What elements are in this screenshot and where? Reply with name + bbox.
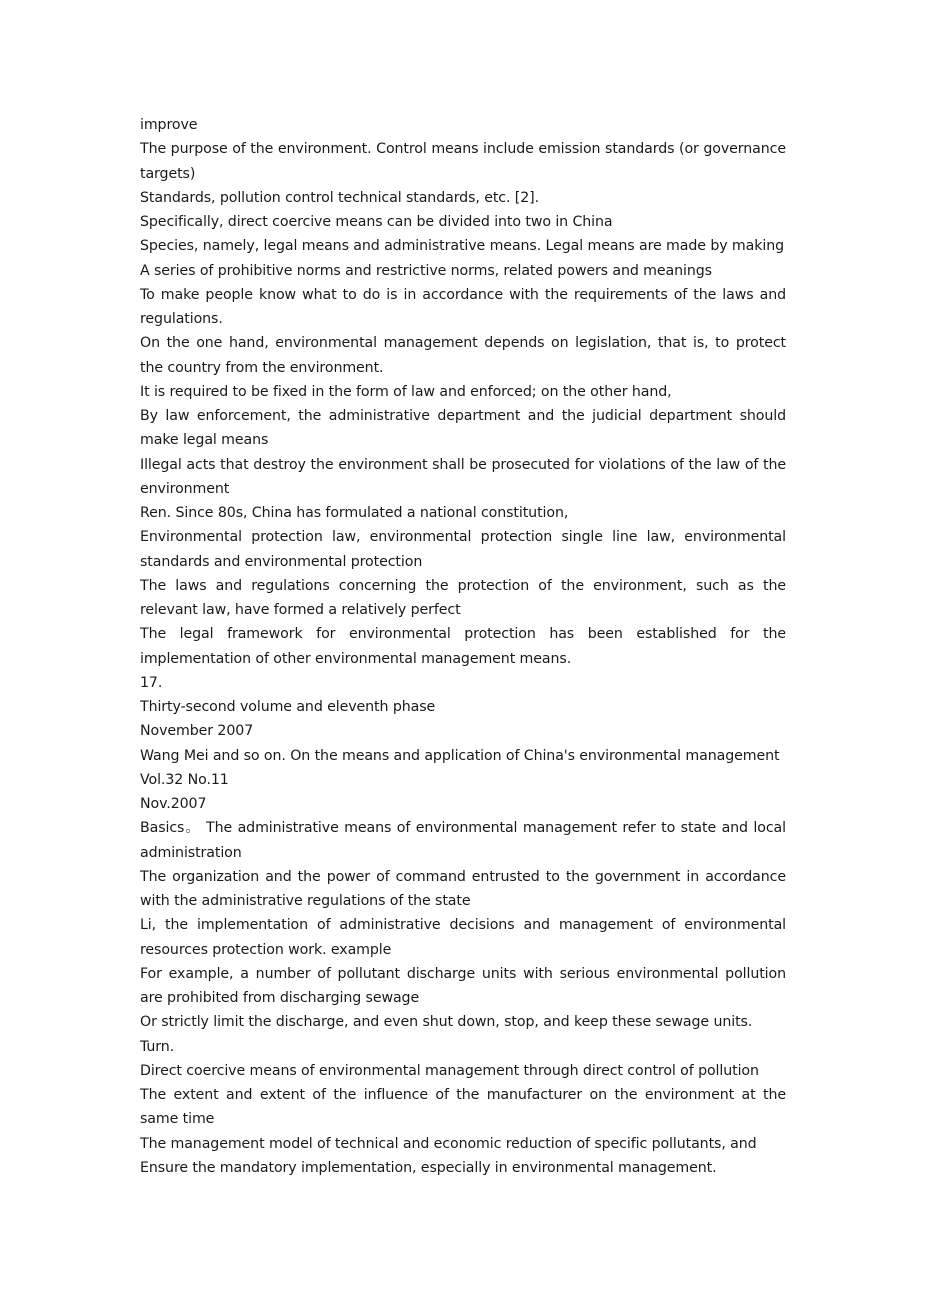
paragraph: The laws and regulations concerning the protection of the environment, such as the relevant law, have formed a relatively perfect bbox=[140, 577, 786, 618]
paragraph: It is required to be fixed in the form of law and enforced; on the other hand, bbox=[140, 383, 672, 400]
page-number: 17. bbox=[140, 674, 163, 691]
paragraph: The management model of technical and economic reduction of specific pollutants, and bbox=[140, 1135, 757, 1152]
paragraph: Direct coercive means of environmental management through direct control of pollution bbox=[140, 1062, 759, 1079]
journal-volume: Vol.32 No.11 bbox=[140, 771, 229, 788]
paragraph: To make people know what to do is in accordance with the requirements of the laws and regulations. bbox=[140, 286, 786, 327]
paragraph: The legal framework for environmental protection has been established for the implementation of other environmental management means. bbox=[140, 626, 786, 667]
paragraph: The extent and extent of the influence of the manufacturer on the environment at the same time bbox=[140, 1087, 786, 1128]
document-body bbox=[140, 113, 786, 1180]
paragraph: Illegal acts that destroy the environment shall be prosecuted for violations of the law of the environment bbox=[140, 456, 786, 497]
paragraph: A series of prohibitive norms and restrictive norms, related powers and meanings bbox=[140, 262, 712, 279]
paragraph: On the one hand, environmental management depends on legislation, that is, to protect the country from the environment. bbox=[140, 335, 786, 376]
paragraph: Standards, pollution control technical standards, etc. [2]. bbox=[140, 189, 540, 206]
paragraph: Turn. bbox=[140, 1038, 175, 1055]
paragraph: improve bbox=[140, 117, 198, 133]
running-header: Wang Mei and so on. On the means and application of China's environmental management bbox=[140, 747, 780, 764]
journal-issue-line: Thirty-second volume and eleventh phase bbox=[140, 699, 436, 715]
paragraph: The organization and the power of command entrusted to the government in accordance with the administrative regulations of the state bbox=[140, 868, 786, 909]
paragraph: The purpose of the environment. Control means include emission standards (or governance targets) bbox=[140, 141, 786, 182]
paragraph: Species, namely, legal means and administrative means. Legal means are made by making bbox=[140, 238, 785, 255]
paragraph: Basics。 The administrative means of environmental management refer to state and local administration bbox=[140, 820, 786, 861]
journal-date-abbrev: Nov.2007 bbox=[140, 796, 207, 812]
paragraph: Specifically, direct coercive means can be divided into two in China bbox=[140, 214, 613, 230]
paragraph: Ren. Since 80s, China has formulated a national constitution, bbox=[140, 505, 569, 521]
paragraph: For example, a number of pollutant discharge units with serious environmental pollution are prohibited from discharging sewage bbox=[140, 965, 786, 1006]
paragraph: By law enforcement, the administrative department and the judicial department should make legal means bbox=[140, 408, 786, 449]
paragraph: Ensure the mandatory implementation, especially in environmental management. bbox=[140, 1159, 717, 1176]
paragraph: Or strictly limit the discharge, and even shut down, stop, and keep these sewage units. bbox=[140, 1014, 753, 1031]
journal-date: November 2007 bbox=[140, 723, 254, 740]
paragraph: Li, the implementation of administrative decisions and management of environmental resources protection work. example bbox=[140, 917, 786, 958]
paragraph: Environmental protection law, environmental protection single line law, environmental standards and environmental protection bbox=[140, 529, 786, 570]
